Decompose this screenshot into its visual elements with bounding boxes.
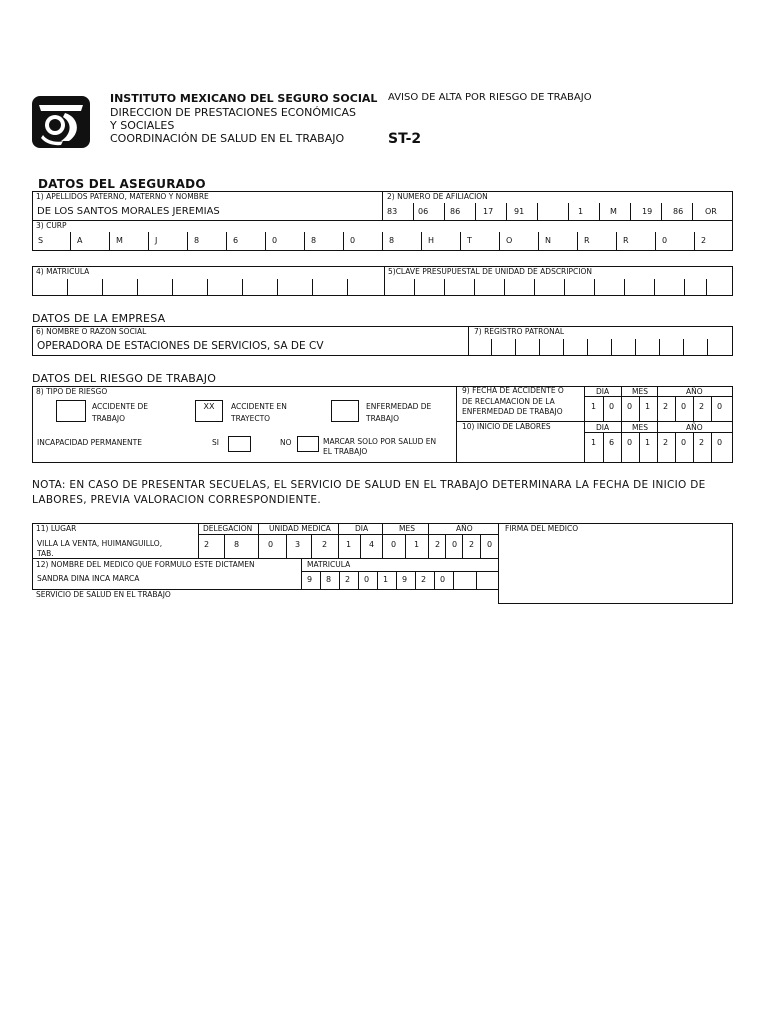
fecha-cell[interactable]: 1 [645, 402, 651, 411]
razon-social-label: 6) NOMBRE O RAZON SOCIAL [36, 327, 147, 336]
firma-box [498, 523, 733, 604]
fecha-cell[interactable]: 0 [609, 402, 615, 411]
matricula-cell[interactable]: 1 [383, 575, 389, 584]
fecha-cell[interactable]: 0 [627, 402, 633, 411]
trayecto-mark: XX [203, 402, 215, 411]
razon-social-value[interactable]: OPERADORA DE ESTACIONES DE SERVICIOS, SA DE CV [37, 340, 324, 352]
curp-cell[interactable]: N [545, 236, 551, 245]
curp-cell[interactable]: S [38, 236, 44, 245]
anio-header: AÑO [456, 524, 473, 533]
nota-line-1: NOTA: EN CASO DE PRESENTAR SECUELAS, EL SERVICIO DE SALUD EN EL TRABAJO DETERMINARA LA FECHA DE INICIO DE [32, 479, 706, 491]
org-direction-3: COORDINACIÓN DE SALUD EN EL TRABAJO [110, 132, 345, 145]
inicio-labores-label: 10) INICIO DE LABORES [462, 422, 551, 431]
afiliacion-cell[interactable]: 1 [578, 207, 584, 216]
curp-cell[interactable]: T [467, 236, 472, 245]
final-cell[interactable]: 8 [234, 540, 240, 549]
section-title-asegurado: DATOS DEL ASEGURADO [38, 177, 206, 191]
curp-cell[interactable]: 8 [194, 236, 200, 245]
inicio-dia-header: DIA [596, 423, 610, 432]
enfermedad-trabajo-label: ENFERMEDAD DE TRABAJO [366, 402, 432, 423]
medico-matricula-label: MATRICULA [307, 560, 351, 569]
accidente-trabajo-checkbox[interactable] [56, 400, 86, 422]
lugar-value[interactable]: VILLA LA VENTA, HUIMANGUILLO, TAB. [37, 539, 163, 558]
curp-cell[interactable]: H [428, 236, 435, 245]
inicio-cell[interactable]: 6 [609, 438, 615, 447]
matricula-cell[interactable]: 0 [440, 575, 446, 584]
afiliacion-cell[interactable]: 86 [673, 207, 684, 216]
inicio-mes-header: MES [632, 423, 648, 432]
servicio-salud-label: SERVICIO DE SALUD EN EL TRABAJO [36, 590, 171, 599]
afiliacion-cell[interactable]: 19 [642, 207, 653, 216]
name-label: 1) APELLIDOS PATERNO, MATERNO Y NOMBRE [36, 192, 209, 201]
incapacidad-label: INCAPACIDAD PERMANENTE [37, 438, 142, 447]
afiliacion-cell[interactable]: 06 [418, 207, 429, 216]
unidad-medica-header: UNIDAD MEDICA [269, 524, 331, 533]
final-cell[interactable]: 0 [487, 540, 493, 549]
fecha-anio-header: AÑO [686, 387, 703, 396]
curp-cell[interactable]: M [116, 236, 123, 245]
name-value[interactable]: DE LOS SANTOS MORALES JEREMIAS [37, 206, 220, 217]
inicio-cell[interactable]: 0 [681, 438, 687, 447]
imss-logo-icon [31, 95, 91, 149]
matricula-cell[interactable]: 2 [421, 575, 427, 584]
delegacion-header: DELEGACION [203, 524, 253, 533]
curp-cell[interactable]: 0 [272, 236, 278, 245]
no-checkbox[interactable] [297, 436, 319, 452]
org-direction-2: Y SOCIALES [110, 119, 175, 132]
curp-cell[interactable]: 0 [350, 236, 356, 245]
final-cell[interactable]: 0 [452, 540, 458, 549]
curp-cell[interactable]: 8 [389, 236, 395, 245]
afiliacion-label: 2) NUMERO DE AFILIACION [387, 192, 488, 201]
inicio-cell[interactable]: 0 [627, 438, 633, 447]
matricula-cell[interactable]: 9 [307, 575, 313, 584]
section-title-riesgo: DATOS DEL RIESGO DE TRABAJO [32, 372, 217, 385]
fecha-cell[interactable]: 2 [663, 402, 669, 411]
curp-cell[interactable]: 8 [311, 236, 317, 245]
inicio-cell[interactable]: 1 [591, 438, 597, 447]
curp-label: 3) CURP [36, 221, 67, 230]
final-cell[interactable]: 2 [204, 540, 210, 549]
no-label: NO [280, 438, 292, 447]
final-cell[interactable]: 2 [469, 540, 475, 549]
fecha-cell[interactable]: 0 [681, 402, 687, 411]
curp-cell[interactable]: J [155, 236, 158, 245]
accidente-trayecto-checkbox[interactable] [195, 400, 223, 422]
inicio-cell[interactable]: 1 [645, 438, 651, 447]
si-checkbox[interactable] [228, 436, 251, 452]
afiliacion-cell[interactable]: 91 [514, 207, 525, 216]
final-cell[interactable]: 3 [295, 540, 301, 549]
fecha-cell[interactable]: 0 [717, 402, 723, 411]
inicio-cell[interactable]: 2 [663, 438, 669, 447]
tipo-riesgo-label: 8) TIPO DE RIESGO [36, 387, 108, 396]
inicio-cell[interactable]: 0 [717, 438, 723, 447]
notice-title: AVISO DE ALTA POR RIESGO DE TRABAJO [388, 92, 592, 103]
fecha-cell[interactable]: 2 [699, 402, 705, 411]
matricula-cell[interactable]: 2 [345, 575, 351, 584]
fecha-accidente-label: 9) FECHA DE ACCIDENTE O DE RECLAMACION DE LA ENFERMEDAD DE TRABAJO [462, 386, 564, 416]
mes-header: MES [399, 524, 415, 533]
fecha-cell[interactable]: 1 [591, 402, 597, 411]
final-cell[interactable]: 4 [369, 540, 375, 549]
curp-cell[interactable]: 2 [701, 236, 707, 245]
afiliacion-cell[interactable]: M [610, 207, 617, 216]
accidente-trayecto-label: ACCIDENTE EN TRAYECTO [231, 402, 287, 423]
curp-cell[interactable]: A [77, 236, 83, 245]
nota-line-2: LABORES, PREVIA VALORACION CORRESPONDIENTE. [32, 494, 321, 506]
accidente-trabajo-label: ACCIDENTE DE TRABAJO [92, 402, 149, 423]
org-direction-1: DIRECCION DE PRESTACIONES ECONÓMICAS [110, 106, 356, 119]
afiliacion-cell[interactable]: 86 [450, 207, 461, 216]
afiliacion-cell[interactable]: 17 [483, 207, 494, 216]
matricula-cell[interactable]: 0 [364, 575, 370, 584]
inicio-anio-header: AÑO [686, 423, 703, 432]
org-title: INSTITUTO MEXICANO DEL SEGURO SOCIAL [110, 92, 378, 105]
medico-label: 12) NOMBRE DEL MEDICO QUE FORMULO ESTE DICTAMEN [36, 560, 255, 569]
si-label: SI [212, 438, 219, 447]
inicio-cell[interactable]: 2 [699, 438, 705, 447]
afiliacion-cell[interactable]: OR [705, 207, 717, 216]
form-code: ST-2 [388, 131, 422, 147]
medico-value[interactable]: SANDRA DINA INCA MARCA [37, 574, 140, 583]
curp-cell[interactable]: R [623, 236, 629, 245]
lugar-label: 11) LUGAR [36, 524, 77, 533]
final-cell[interactable]: 0 [391, 540, 397, 549]
firma-medico-label: FIRMA DEL MEDICO [505, 524, 579, 533]
registro-patronal-label: 7) REGISTRO PATRONAL [474, 327, 565, 336]
final-cell[interactable]: 2 [322, 540, 328, 549]
afiliacion-cell[interactable]: 83 [387, 207, 398, 216]
clave-label: 5)CLAVE PRESUPUESTAL DE UNIDAD DE ADSCRIPCION [388, 267, 592, 276]
section-title-empresa: DATOS DE LA EMPRESA [32, 312, 166, 325]
curp-cell[interactable]: R [584, 236, 590, 245]
dia-header: DIA [355, 524, 369, 533]
matricula-cell[interactable]: 8 [326, 575, 332, 584]
marcar-salud-label: MARCAR SOLO POR SALUD EN EL TRABAJO [323, 437, 437, 456]
enfermedad-trabajo-checkbox[interactable] [331, 400, 359, 422]
curp-cell[interactable]: 0 [662, 236, 668, 245]
curp-cell[interactable]: 6 [233, 236, 239, 245]
fecha-dia-header: DIA [596, 387, 610, 396]
matricula-cell[interactable]: 9 [402, 575, 408, 584]
curp-cell[interactable]: O [506, 236, 513, 245]
fecha-mes-header: MES [632, 387, 648, 396]
final-cell[interactable]: 1 [346, 540, 352, 549]
final-cell[interactable]: 0 [268, 540, 274, 549]
final-cell[interactable]: 2 [435, 540, 441, 549]
final-cell[interactable]: 1 [414, 540, 420, 549]
matricula-label: 4) MATRICULA [36, 267, 90, 276]
